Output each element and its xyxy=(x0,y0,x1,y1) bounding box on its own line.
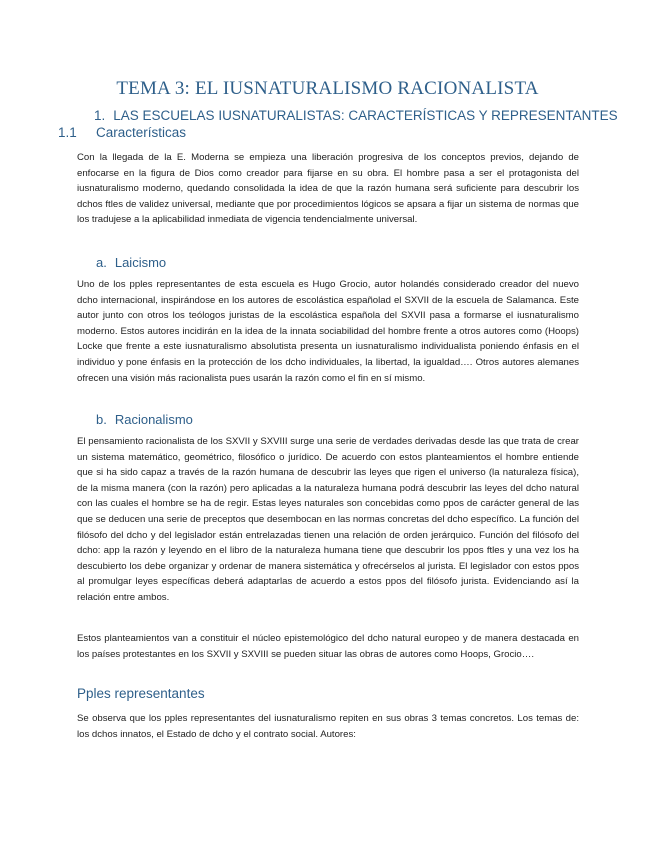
heading-laicismo xyxy=(96,255,166,270)
section-title: LAS ESCUELAS IUSNATURALISTAS: CARACTERÍSTICAS Y REPRESENTANTES xyxy=(113,108,618,123)
subsection-number: 1.1 xyxy=(58,125,77,140)
subsection-title: Características xyxy=(96,125,187,140)
heading-racionalismo xyxy=(96,412,193,427)
paragraph-representantes: Se observa que los pples representantes del iusnaturalismo repiten en sus obras 3 temas concretos. Los temas de: los dchos innatos, el Estado de dcho y el contrato social. Autores: xyxy=(77,713,579,740)
page-title: TEMA 3: EL IUSNATURALISMO RACIONALISTA xyxy=(116,78,539,99)
paragraph-racionalismo-1: El pensamiento racionalista de los SXVII y SXVIII surge una serie de verdades derivadas desde las que trata de crear un sistema matemático, geométrico, filosófico o jurídico. De acuerdo con estos planteamientos el hombre entiende que si ha sido capaz a través de la razón humana de descubrir las leyes que rigen el universo (la naturaleza física), de la misma manera (con la razón) pero aplicadas a la naturaleza humana podrá descubrir las leyes del dcho natural con las cuales el hombre se ha de regir. Estas leyes naturales son concebidas como ppos de carácter general de las que se deducen una serie de preceptos que desembocan en las normas concretas del dcho específico. La función del filósofo del dcho y del legislador están entrelazadas tienen una relación de orden jerárquico. Función del filósofo del dcho: app la razón y leyendo en el libro de la naturaleza humana tiene que descubrir los ppos ftles y una vez los ha descubierto los debe organizar y ordenar de manera sistemática y ofrecérselos al jurista. El legislador con estos ppos al promulgar leyes específicas deberá adaptarlas de acuerdo a estos ppos del filósofo jurista. Evidenciando así la relación entre ambos. xyxy=(77,436,579,603)
paragraph-intro: Con la llegada de la E. Moderna se empieza una liberación progresiva de los conceptos previos, dejando de enfocarse en la figura de Dios como creador para fijarse en su obra. El hombre pasa a ser el protagonista del iusnaturalismo moderno, quedando consolidada la idea de que la razón humana será suficiente para descubrir los dchos ftles de validez universal, mediante que por procedimientos lógicos se apsara a fijar un sistema de normas que los tradujese a la aplicabilidad inmediata de vigencia tendencialmente universal. xyxy=(77,152,579,226)
heading-text: Racionalismo xyxy=(114,412,193,427)
list-marker: a. xyxy=(96,255,107,270)
section-heading-1 xyxy=(94,108,618,123)
subsection-heading-1-1 xyxy=(58,125,186,140)
section-number: 1. xyxy=(94,108,106,123)
heading-pples-representantes: Pples representantes xyxy=(77,686,205,701)
list-marker: b. xyxy=(96,412,107,427)
heading-text: Laicismo xyxy=(114,255,167,270)
paragraph-laicismo: Uno de los pples representantes de esta escuela es Hugo Grocio, autor holandés considerado creador del nuevo dcho internacional, inspirándose en los autores de escolástica españolad el SXVII de la escuela de Salamanca. Este autor junto con otros los teólogos juristas de la escolástica española del SXVII pasa a formarse el iusnaturalismo moderno. Estos autores incidirán en la idea de la innata sociabilidad del hombre frente a otros autores como (Hoops) Locke que frente a este iusnaturalismo absolutista presenta un iusnaturalismo individualista poniendo énfasis en el individuo y pone énfasis en la protección de los dcho individuales, la libertad, la igualdad…. Otros autores alemanes ofrecen una visión más racionalista pues usarán la razón como el fin en sí mismo. xyxy=(77,279,579,384)
paragraph-racionalismo-2: Estos planteamientos van a constituir el núcleo epistemológico del dcho natural europeo y de manera destacada en los países protestantes en los SXVII y SXVIII se pueden situar las obras de autores como Hoops, Grocio…. xyxy=(77,633,579,660)
